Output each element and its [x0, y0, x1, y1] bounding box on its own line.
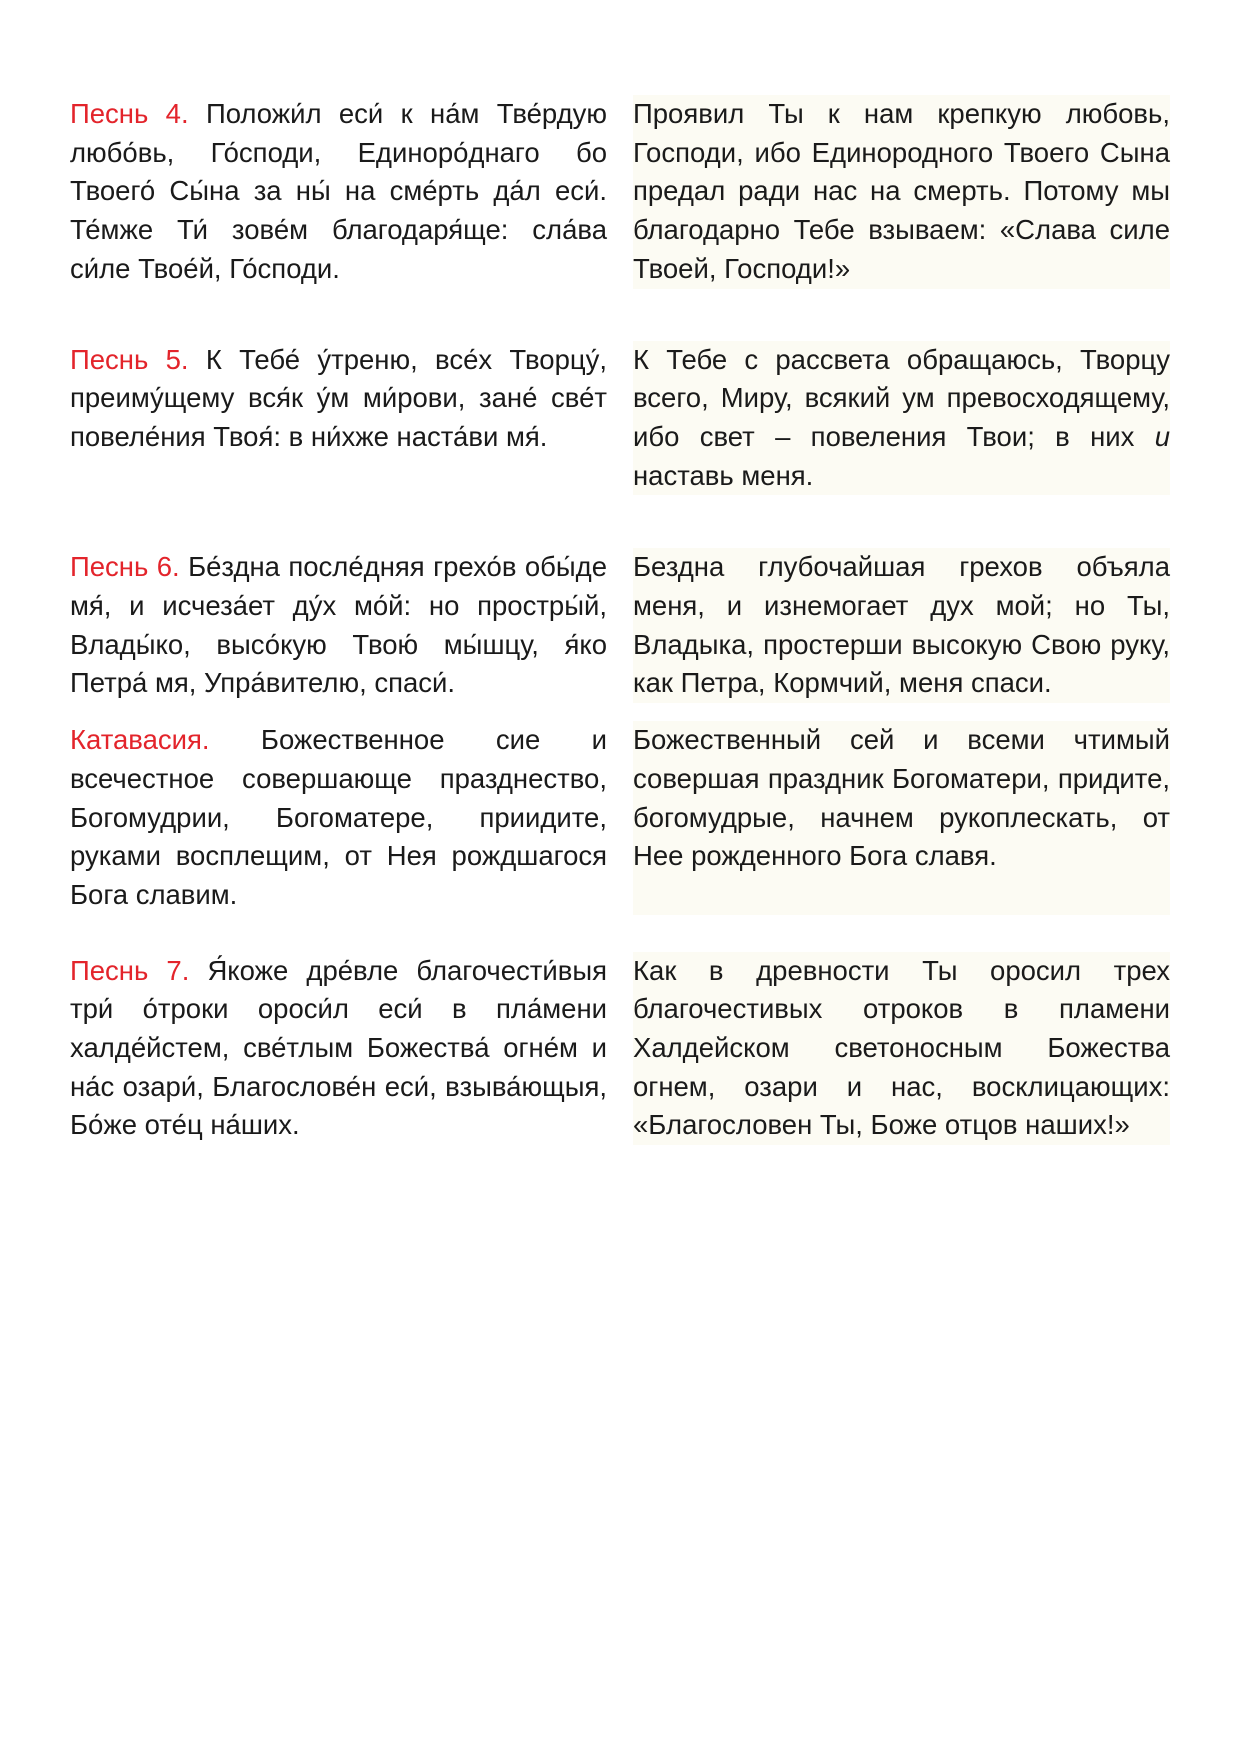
canto-7-russian-text: Как в древности Ты оросил трех благочестивых отроков в пламени Халдейском светоносным Божества огнем, озари и нас, восклицающих: «Благословен Ты, Боже отцов наших!»: [633, 954, 1170, 1141]
katavasia-slavonic: [70, 721, 607, 915]
katavasia-russian: [633, 721, 1170, 915]
canto-5-label: Песнь 5.: [70, 343, 189, 375]
canto-6-russian-text: Бездна глубочайшая грехов объяла меня, и изнемогает дух мой; но Ты, Владыка, простерши высокую Свою руку, как Петра, Кормчий, меня спаси.: [633, 551, 1170, 699]
canto-4-slavonic: [70, 95, 607, 289]
katavasia-slavonic-text: Божественное сие и всечестное совершающе празднество, Богомудрии, Богоматере, приидите, руками восплещим, от Нея рождшагося Бога славим.: [70, 724, 607, 910]
canto-4-slavonic-text: Положи́л еси́ к на́м Тве́рдую любо́вь, Го́споди, Единоро́днаго бо Твоего́ Сы́на за ны́ на сме́рть да́л еси́. Те́мже Ти́ зове́м благодаря́ще: сла́ва си́ле Твое́й, Го́споди.: [70, 98, 607, 284]
canto-6-label: Песнь 6.: [70, 551, 180, 583]
canto-4-label: Песнь 4.: [70, 98, 189, 129]
canto-4-russian-text: Проявил Ты к нам крепкую любовь, Господи, ибо Единородного Твоего Сына предал ради нас на смерть. Потому мы благодарно Тебе взываем: «Слава силе Твоей, Господи!»: [633, 98, 1170, 284]
canto-5-russian-text-end: наставь меня.: [633, 459, 814, 491]
canto-5-russian-text-start: К Тебе с рассвета обращаюсь, Творцу всего, Миру, всякий ум превосходящему, ибо свет – повеления Твои; в них: [633, 343, 1170, 452]
canto-6-slavonic-text: Бе́здна после́дняя грехо́в обы́де мя́, и исчеза́ет ду́х мо́й: но простры́й, Влады́ко, высо́кую Твою́ мы́шцу, я́ко Петра́ мя, Упра́вителю, спаси́.: [70, 551, 607, 699]
canto-7-russian: [633, 952, 1170, 1146]
canto-5-row: [70, 341, 1170, 496]
katavasia-row: [70, 721, 1170, 915]
canto-5-russian-italic: и: [1154, 420, 1170, 452]
canto-7-row: [70, 952, 1170, 1146]
katavasia-label: Катавасия.: [70, 724, 210, 756]
canto-7-label: Песнь 7.: [70, 954, 190, 986]
canto-5-slavonic: [70, 341, 607, 496]
canto-5-slavonic-text: К Тебе́ у́треню, все́х Творцу́, преиму́щему вся́к у́м ми́рови, зане́ све́т повеле́ния Твоя́: в ни́хже наста́ви мя́.: [70, 343, 608, 452]
canto-6-slavonic: [70, 548, 607, 703]
canto-5-russian: [633, 341, 1170, 496]
canto-7-slavonic-text: Я́коже дре́вле благочести́выя три́ о́троки ороси́л еси́ в пла́мени халде́йстем, све́тлым Божества́ огне́м и на́с озари́, Благослове́н еси́, взыва́ющыя, Бо́же оте́ц на́ших.: [70, 954, 607, 1141]
canto-7-slavonic: [70, 952, 607, 1146]
katavasia-russian-text: Божественный сей и всеми чтимый совершая праздник Богоматери, придите, богомудрые, начнем рукоплескать, от Нее рожденного Бога славя.: [633, 724, 1170, 872]
canto-6-row: [70, 548, 1170, 703]
canto-6-russian: [633, 548, 1170, 703]
canto-4-row: [70, 95, 1170, 289]
canto-4-russian: [633, 95, 1170, 289]
hymn-page: [70, 95, 1170, 1145]
